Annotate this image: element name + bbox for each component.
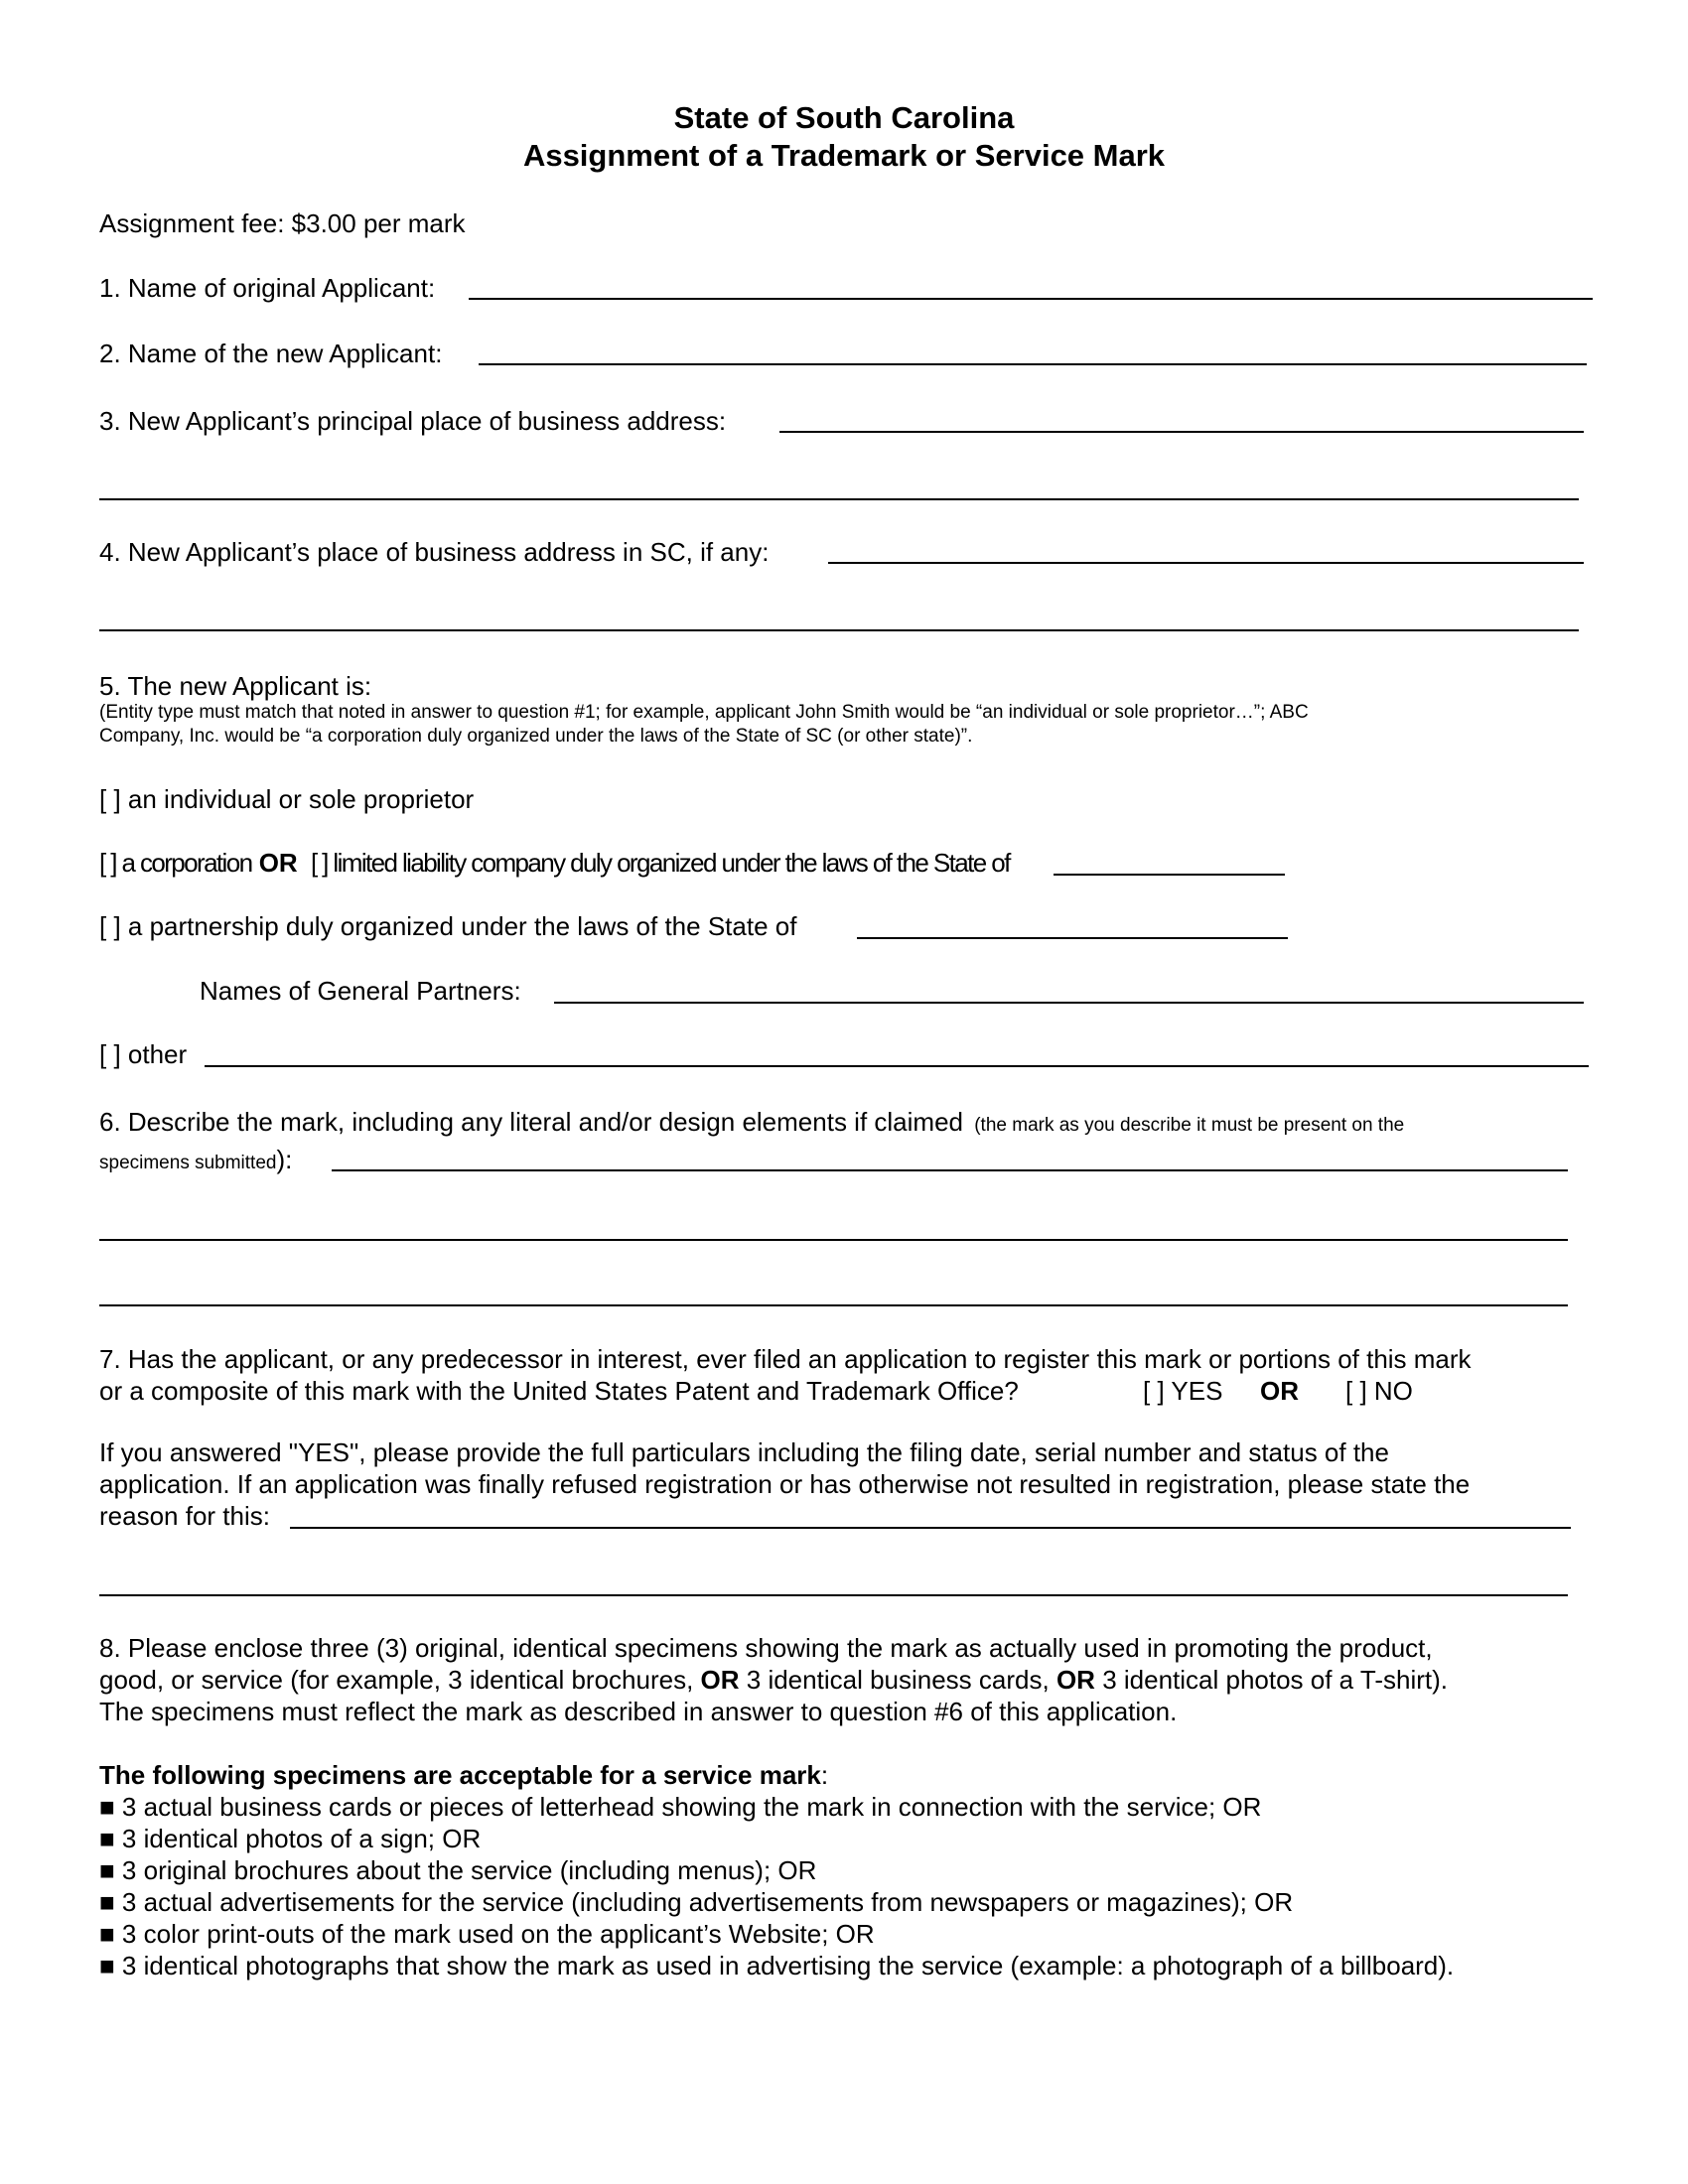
- q3-principal-address-field[interactable]: [779, 431, 1584, 433]
- q6-label: [99, 1106, 1404, 1139]
- q7-reason-field-line2[interactable]: [99, 1594, 1568, 1596]
- form-title-line1: State of South Carolina: [673, 100, 1015, 135]
- form-title-line2: Assignment of a Trademark or Service Mark: [522, 138, 1166, 173]
- specimen-list-item: ■ 3 original brochures about the service (including menus); OR: [99, 1855, 817, 1885]
- partnership-state-field[interactable]: [857, 937, 1288, 939]
- q2-label: 2. Name of the new Applicant:: [99, 339, 443, 368]
- q4-sc-address-field-line2[interactable]: [99, 629, 1579, 631]
- other-entity-field[interactable]: [205, 1065, 1589, 1067]
- option-llc-checkbox[interactable]: [ ] limited liability company duly organized under the laws of the State of: [310, 848, 1010, 878]
- q8-line2-b: 3 identical business cards,: [746, 1665, 1050, 1695]
- q8-or2: OR: [1055, 1665, 1095, 1695]
- option-partnership-checkbox[interactable]: [ ] a partnership duly organized under the laws of the State of: [99, 911, 797, 941]
- q6-mark-description-field-line2[interactable]: [99, 1239, 1568, 1241]
- q1-label: 1. Name of original Applicant:: [99, 273, 436, 303]
- assignment-fee: Assignment fee: $3.00 per mark: [99, 208, 466, 238]
- option-corporation-llc-row: [99, 847, 1010, 879]
- option-other-checkbox[interactable]: [ ] other: [99, 1039, 188, 1069]
- q6-label-note2: specimens submitted: [99, 1153, 277, 1173]
- q8-or1: OR: [700, 1665, 740, 1695]
- or-label: OR: [258, 848, 298, 878]
- specimen-list-item: ■ 3 identical photographs that show the mark as used in advertising the service (example: a photograph of a billboard).: [99, 1951, 1455, 1980]
- q5-note-line1: (Entity type must match that noted in answer to question #1; for example, applicant John Smith would be “an individual or sole proprietor…”; ABC: [99, 702, 1309, 723]
- general-partners-label: Names of General Partners:: [200, 976, 521, 1006]
- specimens-heading: [99, 1759, 828, 1791]
- q6-mark-description-field[interactable]: [332, 1169, 1568, 1171]
- specimens-heading-text: The following specimens are acceptable for a service mark: [99, 1760, 821, 1790]
- q6-label-note: (the mark as you describe it must be present on the: [974, 1115, 1405, 1136]
- specimen-list-item: ■ 3 actual advertisements for the service (including advertisements from newspapers or magazines); OR: [99, 1887, 1294, 1917]
- q7-followup-line1: If you answered "YES", please provide the full particulars including the filing date, serial number and status of the: [99, 1437, 1389, 1467]
- q7-no-checkbox[interactable]: [ ] NO: [1345, 1376, 1413, 1406]
- q6-mark-description-field-line3[interactable]: [99, 1304, 1568, 1306]
- q1-original-applicant-field[interactable]: [469, 298, 1593, 300]
- q7-line1: 7. Has the applicant, or any predecessor in interest, ever filed an application to register this mark or portions of this mark: [99, 1344, 1472, 1374]
- corporation-state-field[interactable]: [1054, 874, 1285, 876]
- q7-followup-line3: reason for this:: [99, 1501, 270, 1531]
- specimen-list-item: ■ 3 color print-outs of the mark used on the applicant’s Website; OR: [99, 1919, 875, 1949]
- general-partners-field[interactable]: [554, 1002, 1584, 1004]
- specimen-list-item: ■ 3 actual business cards or pieces of letterhead showing the mark in connection with the service; OR: [99, 1792, 1262, 1822]
- q6-label-main: 6. Describe the mark, including any literal and/or design elements if claimed: [99, 1107, 963, 1137]
- q8-line1: 8. Please enclose three (3) original, identical specimens showing the mark as actually used in promoting the product,: [99, 1633, 1433, 1663]
- q4-label: 4. New Applicant’s place of business address in SC, if any:: [99, 537, 770, 567]
- q8-line3: The specimens must reflect the mark as described in answer to question #6 of this application.: [99, 1697, 1178, 1726]
- q4-sc-address-field[interactable]: [828, 562, 1584, 564]
- q3-principal-address-field-line2[interactable]: [99, 498, 1579, 500]
- q2-new-applicant-field[interactable]: [479, 363, 1587, 365]
- q8-line2: [99, 1664, 1448, 1696]
- q6-label-line2: [99, 1144, 292, 1176]
- q5-label: 5. The new Applicant is:: [99, 671, 372, 701]
- q7-followup-line2: application. If an application was finally refused registration or has otherwise not resulted in registration, please state the: [99, 1469, 1471, 1499]
- q7-or-label: OR: [1260, 1376, 1299, 1406]
- q7-yes-checkbox[interactable]: [ ] YES: [1143, 1376, 1223, 1406]
- q8-line2-a: good, or service (for example, 3 identical brochures,: [99, 1665, 694, 1695]
- q3-label: 3. New Applicant’s principal place of business address:: [99, 406, 727, 436]
- q8-line2-c: 3 identical photos of a T-shirt).: [1102, 1665, 1449, 1695]
- q7-reason-field[interactable]: [290, 1527, 1571, 1529]
- q5-note-line2: Company, Inc. would be “a corporation duly organized under the laws of the State of SC (or other state)”.: [99, 726, 973, 747]
- specimen-list-item: ■ 3 identical photos of a sign; OR: [99, 1824, 482, 1853]
- q7-line2: or a composite of this mark with the United States Patent and Trademark Office?: [99, 1376, 1019, 1406]
- option-individual-checkbox[interactable]: [ ] an individual or sole proprietor: [99, 784, 475, 814]
- option-corporation-checkbox[interactable]: [ ] a corporation: [99, 848, 252, 878]
- specimens-heading-colon: :: [820, 1760, 829, 1790]
- q6-label-close: ):: [276, 1145, 293, 1174]
